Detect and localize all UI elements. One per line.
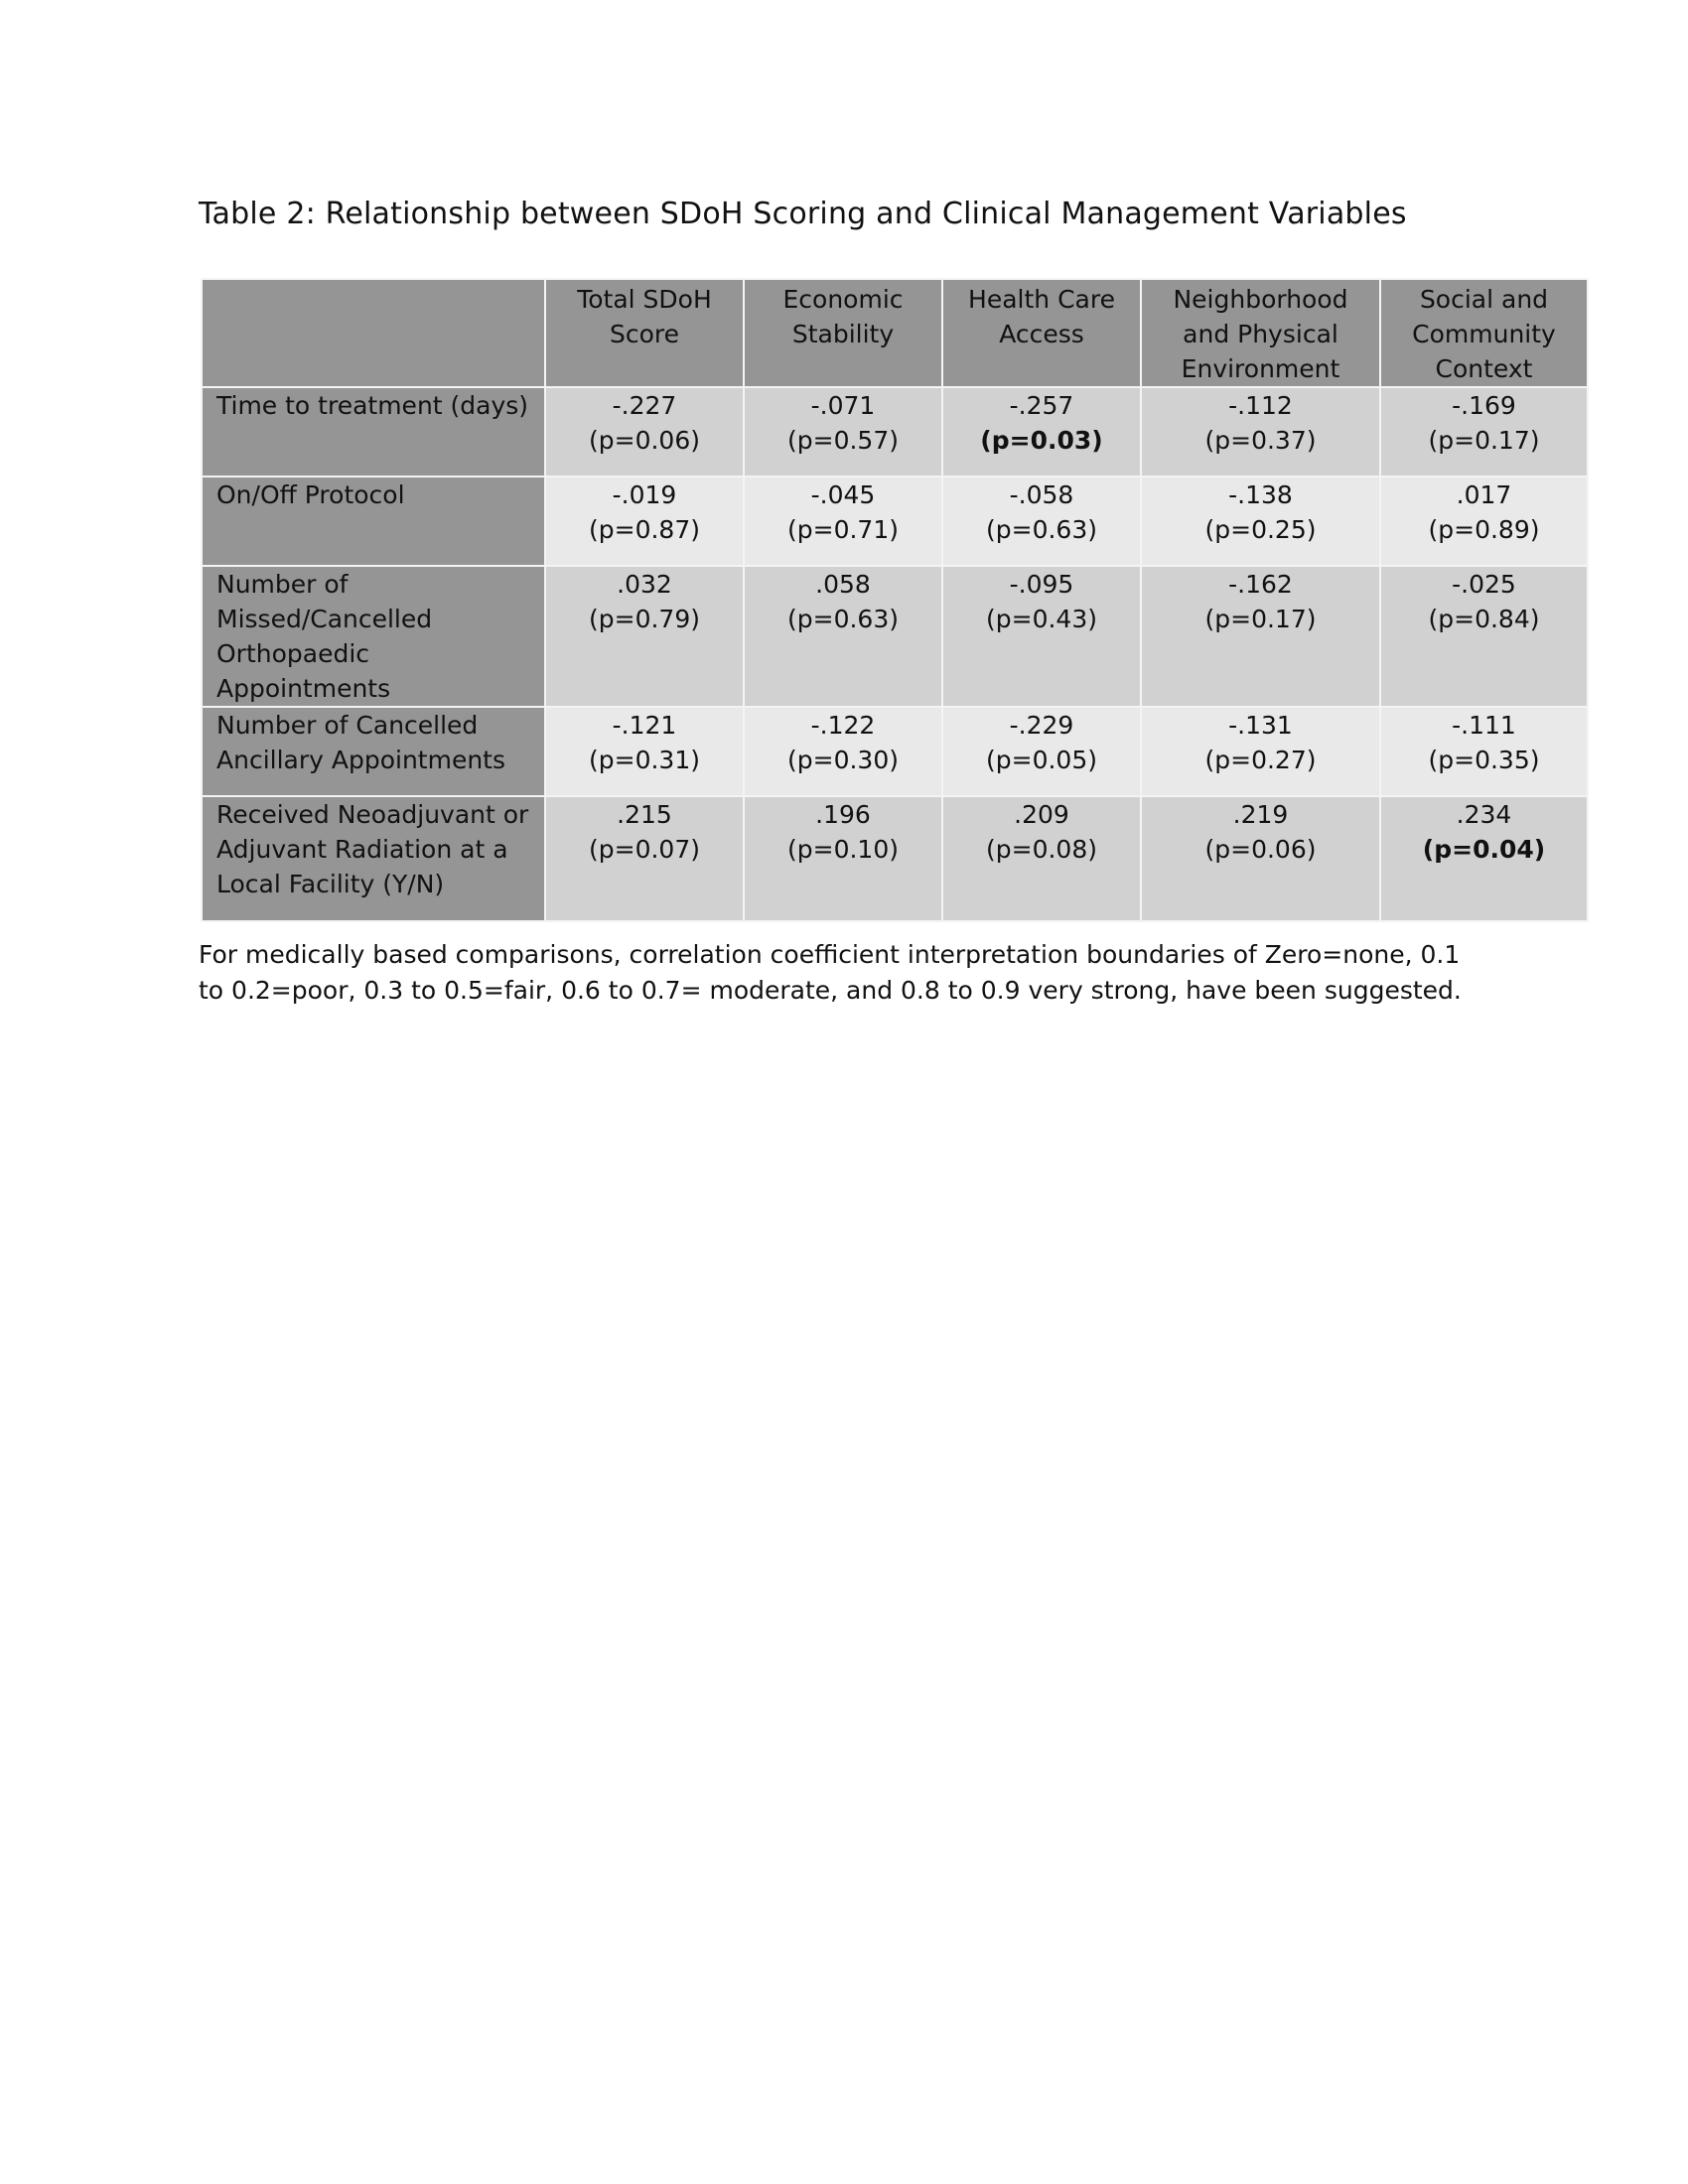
coefficient-value: .017 — [1456, 480, 1512, 509]
table-title: Table 2: Relationship between SDoH Scoring and Clinical Management Variables — [199, 197, 1407, 231]
table-cell — [1380, 387, 1588, 477]
coefficient-value: -.095 — [1009, 570, 1074, 599]
column-header-line: Economic — [782, 285, 904, 314]
column-header-line: Community — [1412, 320, 1556, 348]
column-header — [1141, 279, 1380, 387]
column-header-line: Health Care — [968, 285, 1115, 314]
table-cell — [1380, 707, 1588, 796]
header-row — [202, 279, 1588, 387]
column-header — [545, 279, 744, 387]
p-value: (p=0.10) — [787, 835, 899, 864]
p-value: (p=0.04) — [1422, 835, 1546, 864]
correlation-table — [201, 278, 1589, 922]
coefficient-value: -.121 — [612, 711, 677, 740]
p-value: (p=0.07) — [589, 835, 700, 864]
p-value: (p=0.08) — [986, 835, 1097, 864]
table-cell — [744, 477, 942, 566]
column-header-line: Environment — [1181, 354, 1340, 383]
table-cell — [545, 387, 744, 477]
coefficient-value: -.045 — [810, 480, 876, 509]
coefficient-value: .215 — [617, 800, 672, 829]
p-value: (p=0.25) — [1204, 515, 1317, 544]
column-header-line: Total SDoH — [577, 285, 712, 314]
table-cell — [942, 387, 1141, 477]
table-cell — [1141, 387, 1380, 477]
table-cell — [744, 387, 942, 477]
column-header-line: and Physical — [1183, 320, 1338, 348]
table-row — [202, 477, 1588, 566]
header-blank-cell — [202, 279, 545, 387]
coefficient-value: -.257 — [1009, 391, 1074, 420]
table-cell — [942, 707, 1141, 796]
p-value: (p=0.79) — [589, 605, 700, 633]
column-header-line: Stability — [791, 320, 895, 348]
p-value: (p=0.17) — [1428, 426, 1540, 455]
coefficient-value: .196 — [815, 800, 871, 829]
table-cell — [1141, 707, 1380, 796]
row-label: Number of Missed/Cancelled Orthopaedic Appointments — [202, 566, 545, 707]
table-cell — [744, 566, 942, 707]
coefficient-value: -.025 — [1452, 570, 1516, 599]
table-cell — [545, 477, 744, 566]
coefficient-value: -.169 — [1452, 391, 1516, 420]
table-cell — [942, 796, 1141, 921]
coefficient-value: -.229 — [1009, 711, 1074, 740]
p-value: (p=0.71) — [787, 515, 899, 544]
column-header-line: Social and — [1419, 285, 1549, 314]
row-label: On/Off Protocol — [202, 477, 545, 566]
table-row — [202, 796, 1588, 921]
coefficient-value: -.019 — [612, 480, 677, 509]
coefficient-value: -.162 — [1228, 570, 1293, 599]
p-value: (p=0.63) — [986, 515, 1097, 544]
p-value: (p=0.35) — [1428, 746, 1540, 774]
coefficient-value: .209 — [1014, 800, 1069, 829]
column-header — [744, 279, 942, 387]
coefficient-value: .058 — [815, 570, 871, 599]
p-value: (p=0.87) — [589, 515, 700, 544]
p-value: (p=0.57) — [787, 426, 899, 455]
coefficient-value: -.071 — [810, 391, 876, 420]
row-label: Time to treatment (days) — [202, 387, 545, 477]
table-cell — [1380, 566, 1588, 707]
coefficient-value: .234 — [1456, 800, 1512, 829]
p-value: (p=0.06) — [1204, 835, 1317, 864]
row-label: Number of Cancelled Ancillary Appointments — [202, 707, 545, 796]
table-cell — [744, 707, 942, 796]
table-cell — [942, 477, 1141, 566]
table-cell — [1141, 796, 1380, 921]
coefficient-value: .032 — [617, 570, 672, 599]
column-header — [1380, 279, 1588, 387]
p-value: (p=0.30) — [787, 746, 899, 774]
table-cell — [744, 796, 942, 921]
p-value: (p=0.17) — [1204, 605, 1317, 633]
table-cell — [545, 707, 744, 796]
table-cell — [1380, 477, 1588, 566]
coefficient-value: .219 — [1232, 800, 1289, 829]
p-value: (p=0.37) — [1204, 426, 1317, 455]
coefficient-value: -.138 — [1228, 480, 1293, 509]
column-header — [942, 279, 1141, 387]
coefficient-value: -.122 — [810, 711, 876, 740]
coefficient-value: -.111 — [1452, 711, 1516, 740]
coefficient-value: -.227 — [612, 391, 677, 420]
coefficient-value: -.112 — [1228, 391, 1293, 420]
table-cell — [1380, 796, 1588, 921]
table-row — [202, 387, 1588, 477]
table-cell — [1141, 566, 1380, 707]
column-header-line: Neighborhood — [1173, 285, 1348, 314]
p-value: (p=0.43) — [986, 605, 1097, 633]
table-cell — [942, 566, 1141, 707]
column-header-line: Context — [1435, 354, 1533, 383]
p-value: (p=0.06) — [589, 426, 700, 455]
p-value: (p=0.63) — [787, 605, 899, 633]
column-header-line: Access — [999, 320, 1084, 348]
table-cell — [1141, 477, 1380, 566]
p-value: (p=0.89) — [1428, 515, 1540, 544]
p-value: (p=0.03) — [980, 426, 1103, 455]
table-cell — [545, 796, 744, 921]
table-row — [202, 566, 1588, 707]
p-value: (p=0.31) — [589, 746, 700, 774]
coefficient-value: -.058 — [1009, 480, 1074, 509]
coefficient-value: -.131 — [1228, 711, 1293, 740]
footnote: For medically based comparisons, correlation coefficient interpretation boundaries of Zero=none, 0.1 to 0.2=poor, 0.3 to 0.5=fair, 0.6 to 0.7= moderate, and 0.8 to 0.9 very strong, have been suggested. — [199, 940, 1462, 1005]
row-label: Received Neoadjuvant or Adjuvant Radiation at a Local Facility (Y/N) — [202, 796, 545, 921]
table-row — [202, 707, 1588, 796]
column-header-line: Score — [609, 320, 680, 348]
p-value: (p=0.27) — [1204, 746, 1317, 774]
p-value: (p=0.84) — [1428, 605, 1540, 633]
p-value: (p=0.05) — [986, 746, 1097, 774]
table-cell — [545, 566, 744, 707]
